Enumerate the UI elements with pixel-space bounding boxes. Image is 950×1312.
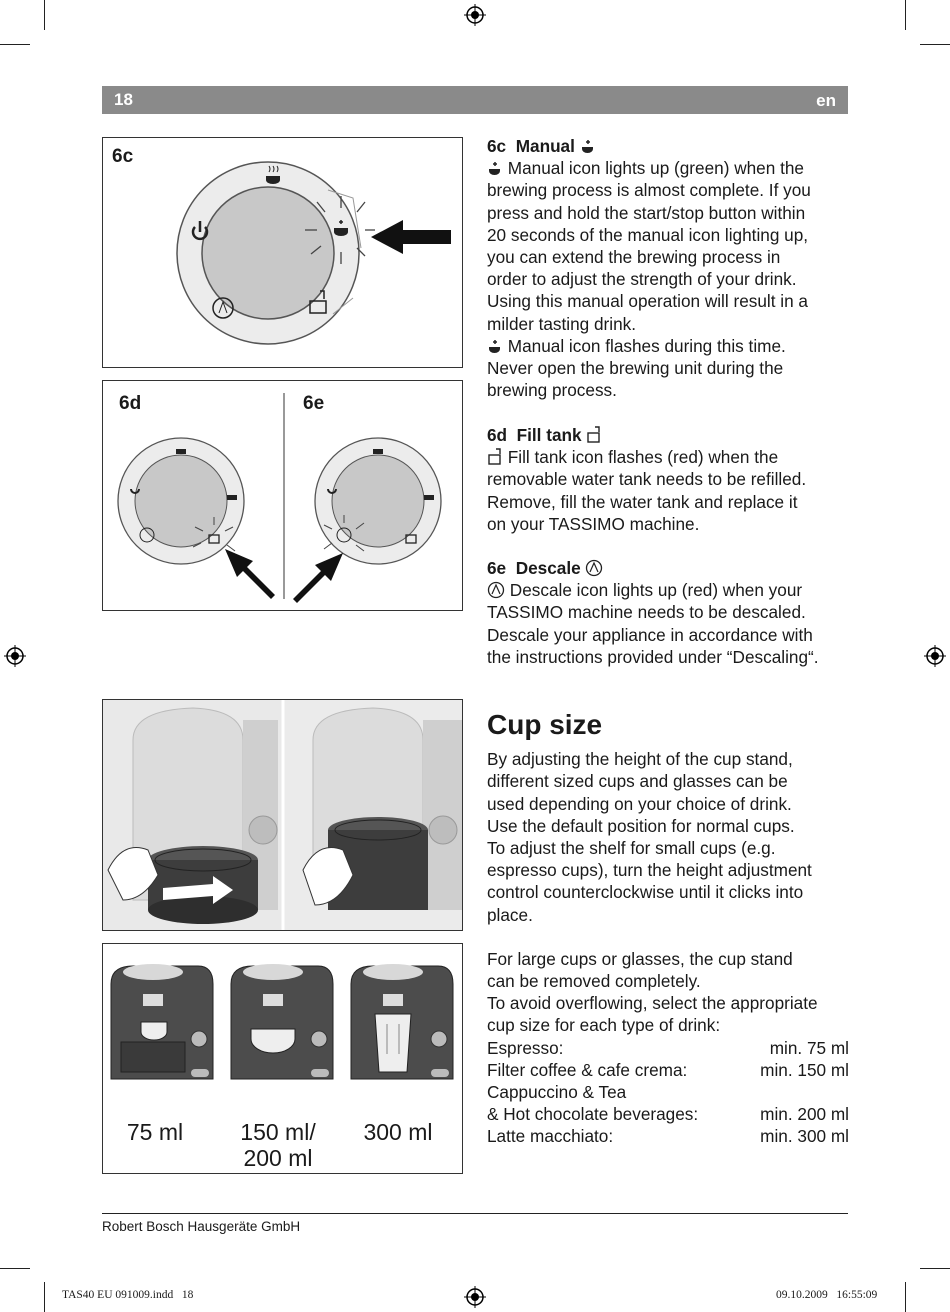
print-slug-left: TAS40 EU 091009.indd 18 xyxy=(62,1289,194,1301)
cup-size-table xyxy=(487,1037,849,1148)
table-row: Cappuccino & Tea xyxy=(487,1082,627,1103)
crop-mark xyxy=(920,44,950,45)
crop-mark xyxy=(44,0,45,30)
cup-volume-label: 75 ml xyxy=(126,1119,184,1145)
manual-cup-plus-icon xyxy=(487,161,503,177)
figure-6c xyxy=(102,137,463,368)
section-title: Cup size xyxy=(487,709,603,740)
crop-mark xyxy=(0,1268,30,1269)
paragraph: Manual icon lights up (green) when the brewing process is almost complete. If you press and hold the start/stop button within 20 seconds of the manual icon lighting up, you can extend the brewing process in order to adjust the strength of your drink. Using this manual operation will result in a milder tasting drink. Manual icon flashes during this time. Never open the brewing unit during the brewing process. xyxy=(487,158,811,401)
section-heading: 6e Descale xyxy=(487,557,849,579)
crop-mark xyxy=(905,1282,906,1312)
manual-cup-plus-icon xyxy=(487,339,503,355)
figure-label: 6c xyxy=(112,146,134,167)
cup-volume-label: 150 ml/ 200 ml xyxy=(240,1119,316,1171)
section-6c xyxy=(487,135,849,401)
section-6d xyxy=(487,424,849,535)
paragraph: Descale icon lights up (red) when your TASSIMO machine needs to be descaled. Descale your appliance in accordance with the instructions provided under “Descaling“. xyxy=(487,580,819,667)
section-6e xyxy=(487,557,849,668)
fill-tank-icon xyxy=(487,448,503,466)
manual-cup-plus-icon xyxy=(580,139,596,155)
descale-icon xyxy=(487,581,505,599)
descale-icon xyxy=(585,559,603,577)
cup-size-section xyxy=(487,709,849,1148)
fill-tank-icon xyxy=(586,426,602,444)
language-code: en xyxy=(816,91,836,110)
table-row: & Hot chocolate beverages: min. 200 ml xyxy=(487,1104,849,1125)
crop-mark xyxy=(44,1282,45,1312)
table-row: Espresso: min. 75 ml xyxy=(487,1037,849,1058)
table-row: Latte macchiato: min. 300 ml xyxy=(487,1126,849,1147)
registration-mark-icon xyxy=(464,4,486,26)
control-panel-illustration xyxy=(103,138,462,367)
cup-volume-figure xyxy=(102,943,463,1174)
crop-mark xyxy=(0,44,30,45)
figure-label: 6e xyxy=(303,393,325,414)
print-slug-right: 09.10.2009 16:55:09 xyxy=(776,1289,878,1301)
footer-company: Robert Bosch Hausgeräte GmbH xyxy=(102,1219,301,1234)
cup-stand-illustration xyxy=(103,700,462,930)
table-row: Filter coffee & cafe crema: min. 150 ml xyxy=(487,1059,849,1080)
cup-stand-photo xyxy=(102,699,463,931)
registration-mark-icon xyxy=(464,1286,486,1308)
registration-mark-icon xyxy=(4,645,26,667)
section-heading: 6c Manual xyxy=(487,135,849,157)
section-heading: 6d Fill tank xyxy=(487,424,849,446)
crop-mark xyxy=(920,1268,950,1269)
page-header-bar xyxy=(102,86,848,114)
cup-volume-label: 300 ml xyxy=(363,1119,433,1145)
paragraph: Fill tank icon flashes (red) when the removable water tank needs to be refilled. Remove, fill the water tank and replace it on your TASSIMO machine. xyxy=(487,447,807,534)
figure-6d-6e xyxy=(102,380,463,611)
footer-rule xyxy=(102,1213,848,1214)
figure-label: 6d xyxy=(119,393,142,414)
control-panel-illustration xyxy=(103,381,462,610)
crop-mark xyxy=(905,0,906,30)
paragraph: By adjusting the height of the cup stand, different sized cups and glasses can be used depending on your choice of drink. Use the default position for normal cups. To adjust the shelf for small cups (e.g. espresso cups), turn the height adjustment control counterclockwise until it clicks into place. xyxy=(487,749,812,925)
registration-mark-icon xyxy=(924,645,946,667)
page-number: 18 xyxy=(114,90,133,109)
paragraph: For large cups or glasses, the cup stand can be removed completely. To avoid overflowing, select the appropriate cup size for each type of drink: xyxy=(487,948,818,1036)
